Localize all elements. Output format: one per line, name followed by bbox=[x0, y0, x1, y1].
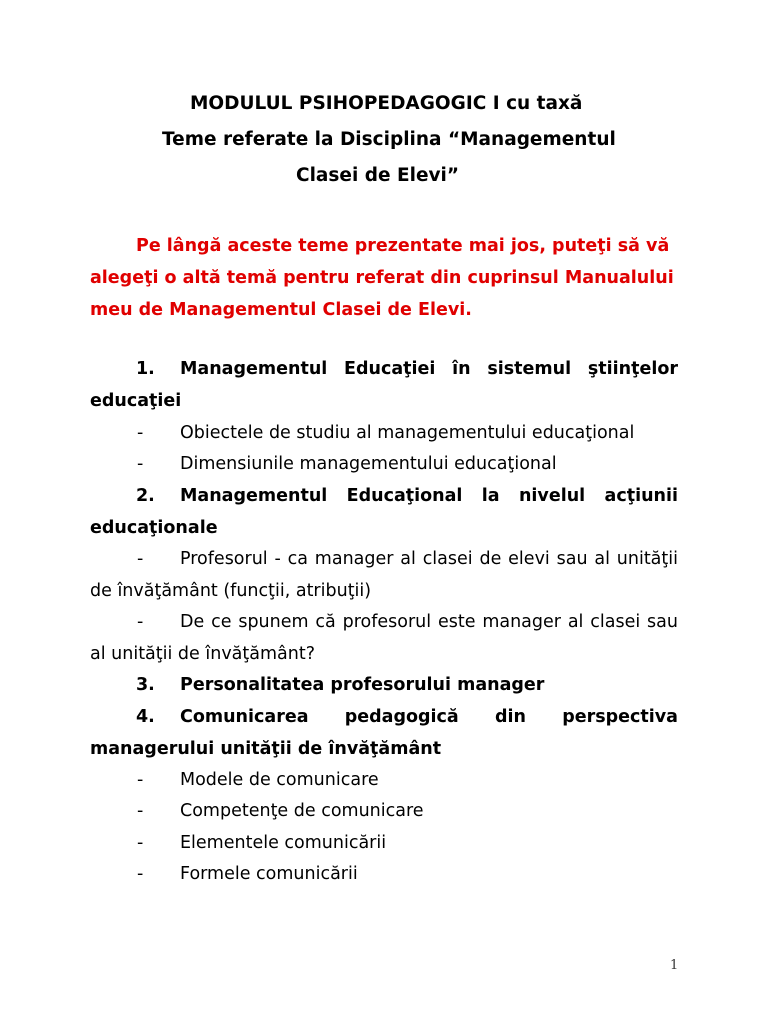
subtopic-text: Dimensiunile managementului educaţional bbox=[180, 454, 557, 474]
document-title-line-3: Clasei de Elevi” bbox=[296, 165, 460, 186]
subtopic-item bbox=[90, 544, 678, 607]
topic-number: 2. bbox=[136, 486, 155, 506]
subtopic-text: Elementele comunicării bbox=[180, 833, 387, 853]
document-title-line-1: MODULUL PSIHOPEDAGOGIC I cu taxă bbox=[190, 93, 583, 114]
bullet-dash: - bbox=[137, 864, 144, 884]
topic-number: 4. bbox=[136, 707, 155, 727]
subtopic-item bbox=[90, 607, 678, 670]
topic-number: 1. bbox=[136, 359, 155, 379]
topic-heading-text: Comunicarea pedagogică din perspectiva managerului unităţii de învăţământ bbox=[90, 707, 678, 759]
bullet-dash: - bbox=[137, 454, 144, 474]
subtopic-item bbox=[90, 859, 678, 891]
subtopic-item bbox=[90, 449, 678, 481]
subtopic-text: Modele de comunicare bbox=[180, 770, 379, 790]
topic-heading-2 bbox=[90, 481, 678, 544]
document-title-line-2: Teme referate la Disciplina “Managementul bbox=[162, 129, 616, 150]
subtopic-item bbox=[90, 828, 678, 860]
bullet-dash: - bbox=[137, 833, 144, 853]
topic-heading-text: Managementul Educaţiei în sistemul ştiinţelor educaţiei bbox=[90, 359, 678, 411]
bullet-dash: - bbox=[137, 549, 144, 569]
bullet-dash: - bbox=[137, 612, 144, 632]
bullet-dash: - bbox=[137, 770, 144, 790]
topic-heading-text: Personalitatea profesorului manager bbox=[180, 675, 545, 695]
topic-heading-text: Managementul Educaţional la nivelul acţiunii educaţionale bbox=[90, 486, 678, 538]
subtopic-text: De ce spunem că profesorul este manager al clasei sau al unităţii de învăţământ? bbox=[90, 612, 678, 664]
bullet-dash: - bbox=[137, 801, 144, 821]
subtopic-text: Competenţe de comunicare bbox=[180, 801, 424, 821]
subtopic-item bbox=[90, 796, 678, 828]
subtopic-text: Profesorul - ca manager al clasei de elevi sau al unităţii de învăţământ (funcţii, atribuţii) bbox=[90, 549, 678, 601]
subtopic-item bbox=[90, 765, 678, 797]
subtopic-text: Formele comunicării bbox=[180, 864, 358, 884]
subtopic-text: Obiectele de studiu al managementului educaţional bbox=[180, 423, 635, 443]
topic-heading-4 bbox=[90, 702, 678, 765]
topic-number: 3. bbox=[136, 675, 155, 695]
bullet-dash: - bbox=[137, 423, 144, 443]
intro-paragraph: Pe lângă aceste teme prezentate mai jos, puteţi să vă alegeţi o altă temă pentru referat din cuprinsul Manualului meu de Managementul Clasei de Elevi. bbox=[90, 236, 674, 320]
topic-heading-3 bbox=[90, 670, 678, 702]
subtopic-item bbox=[90, 418, 678, 450]
page-number: 1 bbox=[670, 958, 679, 973]
topic-heading-1 bbox=[90, 354, 678, 417]
